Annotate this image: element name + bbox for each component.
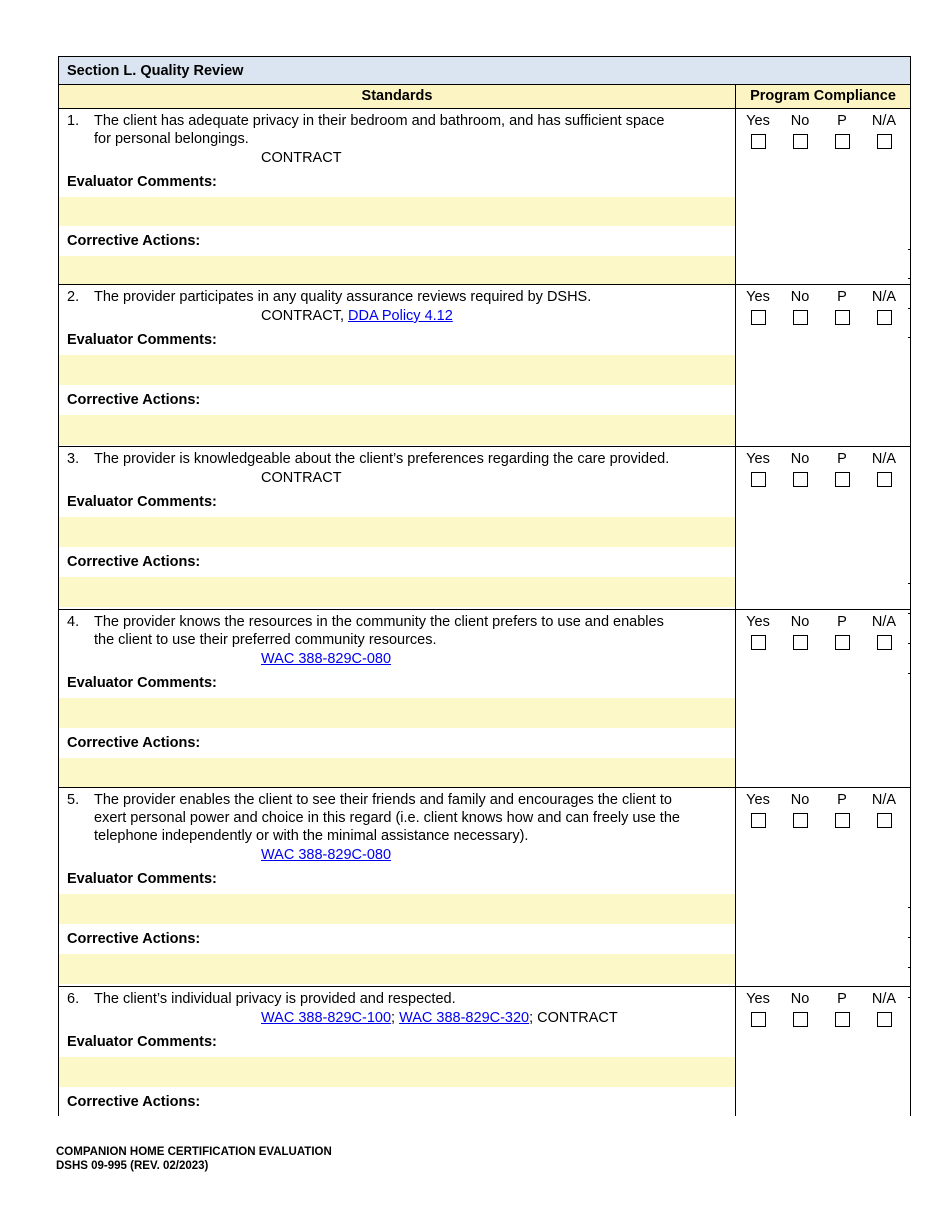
reference-link[interactable]: WAC 388-829C-080 — [261, 651, 392, 667]
corrective-actions-field[interactable] — [59, 758, 735, 788]
standard-row — [59, 109, 910, 285]
quality-review-form — [58, 56, 911, 1116]
standard-statement — [59, 610, 735, 649]
compliance-checkbox[interactable] — [835, 310, 850, 325]
form-title: COMPANION HOME CERTIFICATION EVALUATION — [56, 1146, 332, 1158]
compliance-checkbox[interactable] — [835, 813, 850, 828]
compliance-option-label: N/A — [871, 991, 897, 1007]
evaluator-comments-field[interactable] — [59, 1057, 735, 1087]
compliance-option-label: N/A — [871, 451, 897, 467]
compliance-option — [737, 451, 779, 487]
compliance-option — [779, 113, 821, 149]
compliance-option — [779, 614, 821, 650]
compliance-cell — [736, 610, 910, 787]
compliance-checkbox[interactable] — [877, 813, 892, 828]
standard-row — [59, 285, 910, 447]
compliance-checkbox[interactable] — [793, 310, 808, 325]
reference-separator: ; CONTRACT — [529, 1010, 618, 1026]
compliance-option — [779, 792, 821, 828]
compliance-checkbox[interactable] — [751, 472, 766, 487]
evaluator-comments-field[interactable] — [59, 698, 735, 728]
corrective-actions-field[interactable] — [59, 256, 735, 285]
compliance-checkbox[interactable] — [793, 813, 808, 828]
form-footer — [56, 1145, 332, 1173]
standard-text: The provider participates in any quality assurance reviews required by DSHS. — [94, 289, 592, 305]
compliance-option — [737, 614, 779, 650]
compliance-checkbox[interactable] — [877, 1012, 892, 1027]
evaluator-comments-label: Evaluator Comments: — [67, 494, 217, 510]
compliance-option-label: N/A — [871, 614, 897, 630]
compliance-option-label: P — [837, 451, 847, 467]
compliance-option-label: Yes — [746, 614, 770, 630]
evaluator-comments-label: Evaluator Comments: — [67, 332, 217, 348]
compliance-option-label: P — [837, 289, 847, 305]
standard-text: telephone independently or with the minimal assistance necessary). — [94, 828, 529, 844]
compliance-cell — [736, 447, 910, 609]
standard-cell — [59, 447, 736, 609]
compliance-option-label: Yes — [746, 991, 770, 1007]
corrective-actions-label: Corrective Actions: — [67, 931, 201, 947]
standard-cell — [59, 610, 736, 787]
compliance-cell — [736, 987, 910, 1116]
reference-link[interactable]: WAC 388-829C-080 — [261, 847, 392, 863]
standard-number: 3. — [67, 451, 80, 467]
standard-references — [59, 307, 735, 325]
compliance-option-label: No — [790, 792, 810, 808]
column-header-row — [59, 85, 910, 109]
compliance-option-label: P — [837, 792, 847, 808]
compliance-checkbox[interactable] — [751, 813, 766, 828]
compliance-option — [821, 991, 863, 1027]
corrective-actions-field[interactable] — [59, 577, 735, 607]
corrective-actions-field[interactable] — [59, 415, 735, 445]
compliance-checkbox[interactable] — [793, 635, 808, 650]
compliance-option — [821, 614, 863, 650]
reference-link[interactable]: WAC 388-829C-320 — [399, 1010, 530, 1026]
compliance-option-label: No — [790, 451, 810, 467]
compliance-tick — [908, 249, 910, 250]
compliance-option — [737, 113, 779, 149]
compliance-option-label: P — [837, 614, 847, 630]
standard-cell — [59, 109, 736, 284]
evaluator-comments-field[interactable] — [59, 517, 735, 547]
reference-separator: ; — [391, 1010, 400, 1026]
evaluator-comments-label: Evaluator Comments: — [67, 1034, 217, 1050]
standard-references — [59, 846, 735, 864]
standard-references — [59, 469, 735, 487]
corrective-actions-label: Corrective Actions: — [67, 554, 201, 570]
compliance-option — [779, 991, 821, 1027]
compliance-option — [821, 289, 863, 325]
reference-link[interactable]: WAC 388-829C-100 — [261, 1010, 392, 1026]
standard-text: The provider enables the client to see their friends and family and encourages the client to — [94, 792, 672, 808]
compliance-checkbox[interactable] — [877, 134, 892, 149]
compliance-checkbox[interactable] — [751, 635, 766, 650]
compliance-checkbox[interactable] — [877, 472, 892, 487]
compliance-option-label: No — [790, 289, 810, 305]
compliance-option — [737, 792, 779, 828]
compliance-checkbox[interactable] — [793, 134, 808, 149]
reference-text: CONTRACT — [261, 470, 342, 486]
compliance-checkbox[interactable] — [835, 1012, 850, 1027]
reference-text: CONTRACT — [261, 150, 342, 166]
standards-header: Standards — [59, 85, 736, 108]
compliance-option-label: P — [837, 991, 847, 1007]
form-number: DSHS 09-995 (REV. 02/2023) — [56, 1160, 209, 1172]
compliance-option — [779, 289, 821, 325]
compliance-checkbox[interactable] — [751, 1012, 766, 1027]
compliance-option — [863, 614, 905, 650]
corrective-actions-label: Corrective Actions: — [67, 392, 201, 408]
standard-references — [59, 149, 735, 167]
standard-number: 5. — [67, 792, 80, 808]
compliance-cell — [736, 788, 910, 986]
evaluator-comments-field[interactable] — [59, 894, 735, 924]
evaluator-comments-label: Evaluator Comments: — [67, 871, 217, 887]
compliance-checkbox[interactable] — [877, 635, 892, 650]
evaluator-comments-field[interactable] — [59, 197, 735, 226]
reference-text: CONTRACT — [261, 308, 340, 324]
corrective-actions-label: Corrective Actions: — [67, 232, 201, 249]
standard-number: 2. — [67, 289, 80, 305]
compliance-option — [737, 991, 779, 1027]
standard-statement — [59, 447, 735, 468]
standard-row — [59, 447, 910, 610]
compliance-option — [863, 792, 905, 828]
corrective-actions-label: Corrective Actions: — [67, 1094, 201, 1110]
standard-text: The provider knows the resources in the community the client prefers to use and enables — [94, 614, 664, 630]
compliance-option-label: Yes — [746, 451, 770, 467]
compliance-checkbox[interactable] — [751, 310, 766, 325]
standard-statement — [59, 788, 735, 845]
compliance-option-label: N/A — [871, 113, 897, 129]
compliance-option — [821, 113, 863, 149]
standard-references — [59, 1009, 735, 1027]
standard-number: 6. — [67, 991, 80, 1007]
compliance-option-label: N/A — [871, 289, 897, 305]
standard-statement — [59, 109, 735, 148]
compliance-option-label: Yes — [746, 289, 770, 305]
standard-number: 4. — [67, 614, 80, 630]
compliance-tick — [908, 278, 910, 279]
compliance-option-label: P — [837, 113, 847, 129]
compliance-checkbox[interactable] — [835, 635, 850, 650]
compliance-checkbox[interactable] — [793, 472, 808, 487]
compliance-checkbox[interactable] — [835, 472, 850, 487]
standard-statement — [59, 987, 735, 1008]
corrective-actions-label: Corrective Actions: — [67, 734, 201, 751]
compliance-checkbox[interactable] — [793, 1012, 808, 1027]
standard-text: The client’s individual privacy is provided and respected. — [94, 991, 456, 1007]
standard-row — [59, 788, 910, 987]
compliance-option-label: Yes — [746, 792, 770, 808]
standard-statement — [59, 285, 735, 306]
standard-cell — [59, 987, 736, 1116]
standard-text: The provider is knowledgeable about the client’s preferences regarding the care provided. — [94, 451, 670, 467]
compliance-option-label: No — [790, 991, 810, 1007]
standard-text: the client to use their preferred community resources. — [94, 632, 437, 648]
compliance-option — [737, 289, 779, 325]
reference-link[interactable]: DDA Policy 4.12 — [348, 308, 453, 324]
compliance-header: Program Compliance — [750, 88, 896, 104]
standard-cell — [59, 285, 736, 446]
section-title: Section L. Quality Review — [59, 57, 910, 85]
compliance-option — [863, 289, 905, 325]
compliance-cell — [736, 109, 910, 284]
compliance-checkbox[interactable] — [835, 134, 850, 149]
compliance-option — [863, 991, 905, 1027]
standard-references — [59, 650, 735, 668]
evaluator-comments-field[interactable] — [59, 355, 735, 385]
standard-text: for personal belongings. — [94, 131, 249, 147]
standard-text: exert personal power and choice in this regard (i.e. client knows how and can freely use the — [94, 810, 680, 826]
compliance-cell — [736, 285, 910, 446]
compliance-option-label: N/A — [871, 792, 897, 808]
compliance-option — [821, 451, 863, 487]
compliance-option — [779, 451, 821, 487]
standard-row — [59, 987, 910, 1116]
standard-cell — [59, 788, 736, 986]
standard-text: The client has adequate privacy in their bedroom and bathroom, and has sufficient space — [94, 113, 665, 129]
compliance-option-label: No — [790, 614, 810, 630]
compliance-option — [863, 451, 905, 487]
standard-row — [59, 610, 910, 788]
corrective-actions-field[interactable] — [59, 954, 735, 984]
standard-number: 1. — [67, 113, 80, 129]
compliance-option — [863, 113, 905, 149]
evaluator-comments-label: Evaluator Comments: — [67, 675, 217, 691]
standards-list — [59, 109, 910, 1116]
reference-separator: , — [339, 308, 349, 324]
compliance-checkbox[interactable] — [877, 310, 892, 325]
compliance-option-label: Yes — [746, 113, 770, 129]
evaluator-comments-label: Evaluator Comments: — [67, 174, 217, 190]
compliance-option-label: No — [790, 113, 810, 129]
compliance-option — [821, 792, 863, 828]
compliance-checkbox[interactable] — [751, 134, 766, 149]
